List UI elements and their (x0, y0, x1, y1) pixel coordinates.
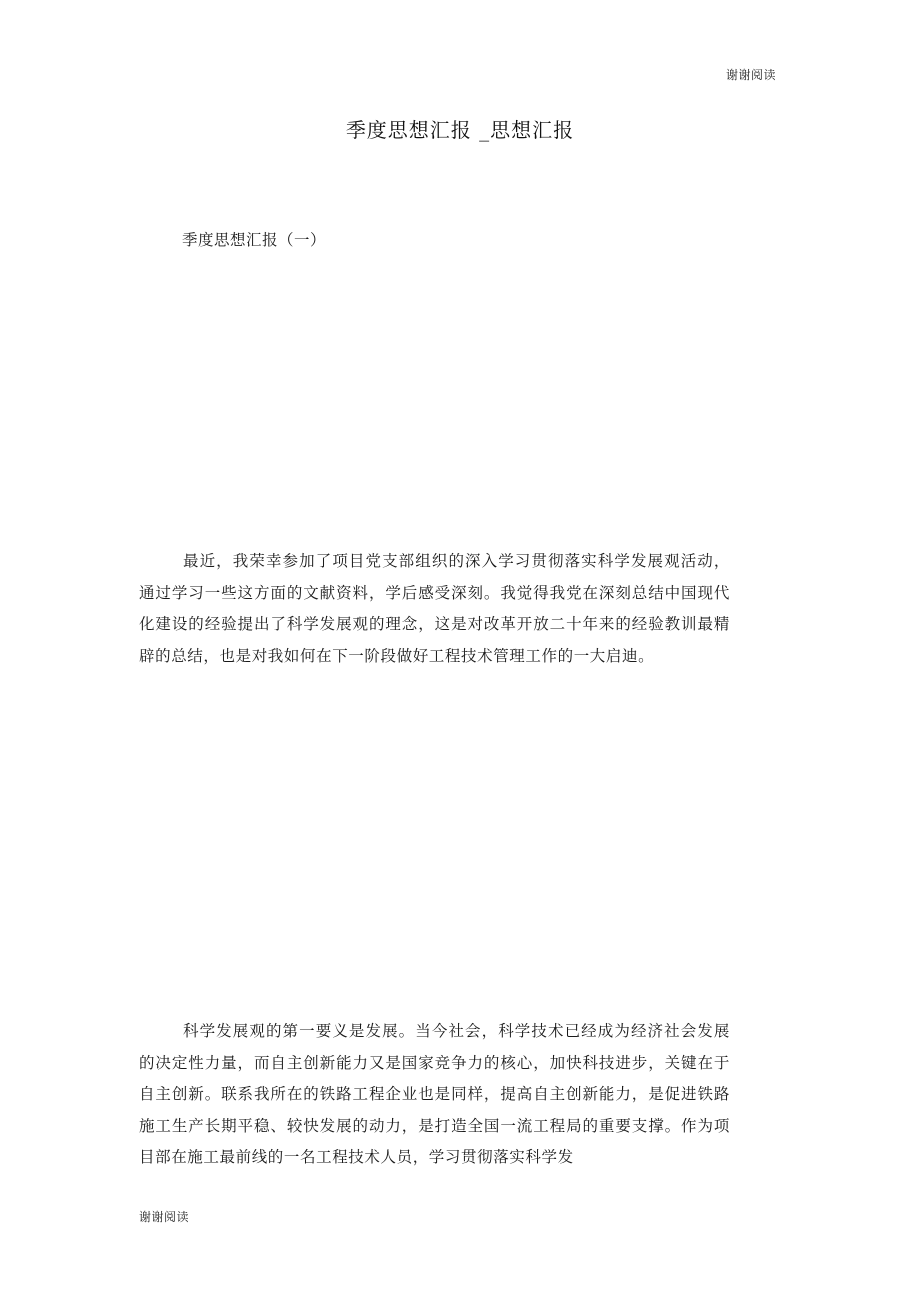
body-paragraph-1: 最近，我荣幸参加了项目党支部组织的深入学习贯彻落实科学发展观活动，通过学习一些这方面的文献资料，学后感受深刻。我觉得我党在深刻总结中国现代化建设的经验提出了科学发展观的理念，这是对改革开放二十年来的经验教训最精辟的总结，也是对我如何在下一阶段做好工程技术管理工作的一大启迪。 (139, 552, 730, 665)
header-note: 谢谢阅读 (725, 68, 776, 82)
section-heading: 季度思想汇报（一） (182, 231, 327, 249)
body-paragraph-2: 科学发展观的第一要义是发展。当今社会，科学技术已经成为经济社会发展的决定性力量，而自主创新能力又是国家竞争力的核心，加快科技进步，关键在于自主创新。联系我所在的铁路工程企业也是同样，提高自主创新能力，是促进铁路施工生产长期平稳、较快发展的动力，是打造全国一流工程局的重要支撑。作为项目部在施工最前线的一名工程技术人员，学习贯彻落实科学发 (139, 1022, 730, 1166)
footer-note: 谢谢阅读 (139, 1210, 190, 1224)
document-title: 季度思想汇报 _思想汇报 (345, 118, 575, 142)
